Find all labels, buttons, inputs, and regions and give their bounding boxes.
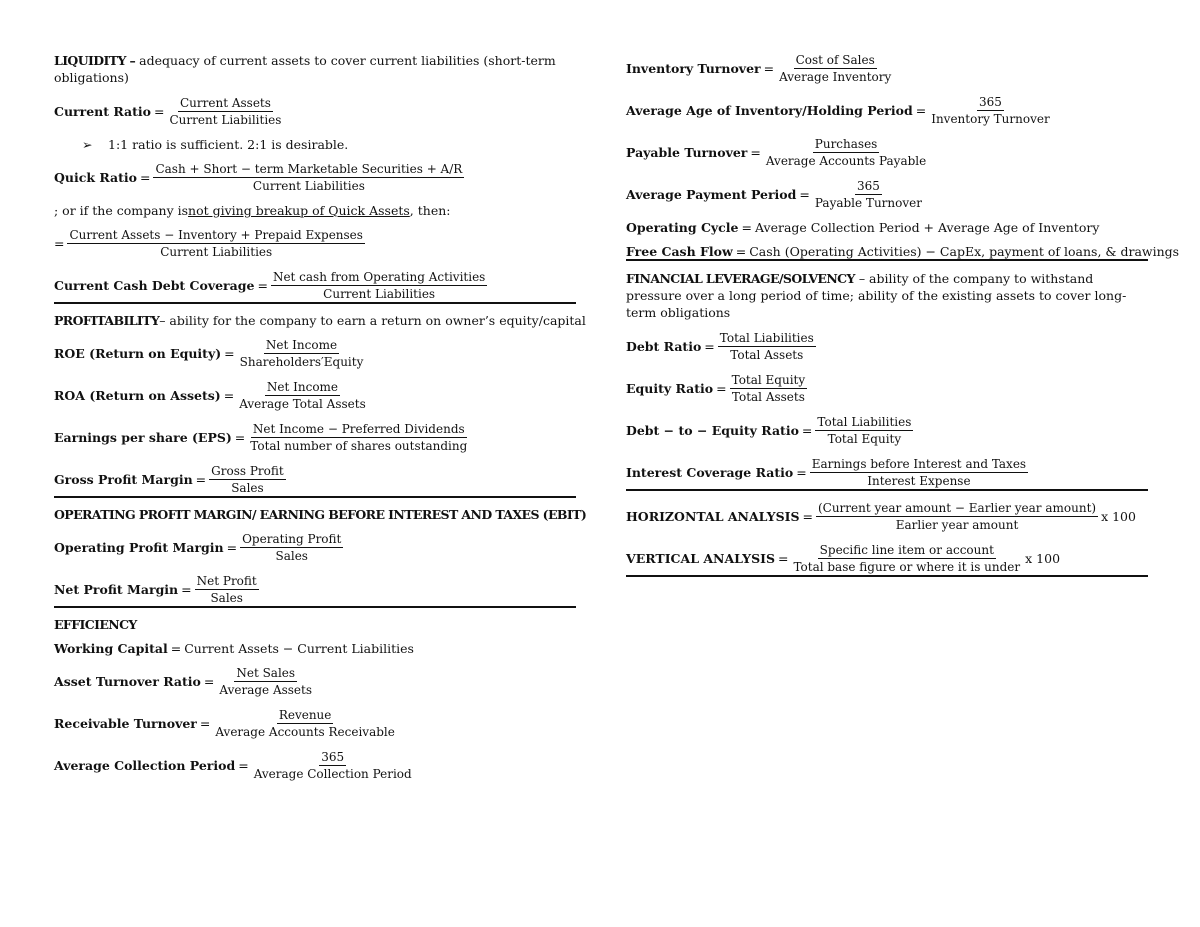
numerator: Total Liabilities [817, 415, 912, 429]
equals-sign: = [139, 170, 151, 185]
denominator: Payable Turnover [814, 196, 922, 210]
working-capital-formula [54, 641, 576, 656]
formula-label: Current Cash Debt Coverage [54, 278, 255, 293]
fraction [777, 52, 893, 85]
denominator: Average Inventory [779, 70, 892, 84]
alternate-quick-ratio-formula [54, 227, 576, 260]
equals-sign: = [799, 187, 810, 202]
numerator: Specific line item or account [819, 543, 994, 557]
equals-sign: = [238, 758, 249, 773]
formula-expression: Current Assets − Current Liabilities [184, 641, 414, 656]
formula-label: Receivable Turnover [54, 716, 197, 731]
numerator: Net Profit [196, 574, 257, 588]
formula-label: VERTICAL ANALYSIS [626, 551, 775, 566]
efficiency-heading: EFFICIENCY [54, 617, 137, 632]
formula-label: Earnings per share (EPS) [54, 430, 232, 445]
equals-sign: = [257, 278, 268, 293]
fraction [730, 372, 808, 405]
average-age-inventory-formula [626, 94, 1148, 127]
formula-label: Equity Ratio [626, 381, 714, 396]
numerator: (Current year amount − Earlier year amount) [817, 501, 1097, 515]
denominator: Sales [275, 549, 308, 563]
fraction [240, 531, 343, 564]
formula-label: Current Ratio [54, 104, 152, 119]
numerator: Net Income [266, 380, 339, 394]
fraction [209, 463, 286, 496]
liquidity-intro [54, 52, 576, 86]
interest-coverage-formula [626, 456, 1148, 491]
leverage-intro [626, 270, 1148, 321]
numerator: Revenue [278, 708, 332, 722]
formula-label: Payable Turnover [626, 145, 748, 160]
numerator: Net cash from Operating Activities [272, 270, 486, 284]
numerator: Total Liabilities [719, 331, 814, 345]
denominator: Average Accounts Payable [765, 154, 927, 168]
numerator: Cash + Short − term Marketable Securities + A/R [155, 162, 463, 176]
operating-cycle-formula [626, 220, 1148, 235]
note-underlined: not giving breakup of Quick Assets [188, 203, 410, 218]
fraction [213, 707, 396, 740]
equals-sign: = [777, 551, 789, 566]
eps-formula [54, 421, 576, 454]
formula-label: ROA (Return on Assets) [54, 388, 221, 403]
numerator: Net Income [265, 338, 338, 352]
profitability-heading: PROFITABILITY [54, 313, 160, 328]
fraction [217, 665, 314, 698]
bullet-text: 1:1 ratio is sufficient. 2:1 is desirable. [108, 137, 349, 152]
formula-label: Debt − to − Equity Ratio [626, 423, 799, 438]
fraction [764, 136, 928, 169]
numerator: Earnings before Interest and Taxes [811, 457, 1027, 471]
fraction [791, 542, 1022, 575]
equals-sign: = [203, 674, 215, 689]
denominator: Total Equity [827, 432, 902, 446]
equals-sign: = [801, 423, 813, 438]
note-post: , then: [409, 203, 451, 218]
quick-assets-note [54, 203, 576, 218]
profitability-intro [54, 313, 586, 328]
equals-sign: = [915, 103, 927, 118]
denominator: Average Assets [219, 683, 313, 697]
denominator: Current Liabilities [323, 287, 436, 301]
equals-sign: = [704, 339, 715, 354]
numerator: Current Assets − Inventory + Prepaid Expenses [69, 228, 363, 242]
denominator: Average Collection Period [253, 767, 412, 781]
denominator: Interest Expense [867, 474, 971, 488]
fraction [238, 337, 366, 370]
numerator: Gross Profit [211, 464, 284, 478]
formula-label: Inventory Turnover [626, 61, 761, 76]
formula-expression: Average Collection Period + Average Age of Inventory [754, 220, 1100, 235]
numerator: Total Equity [731, 373, 806, 387]
equals-sign: = [234, 430, 246, 445]
leverage-description: – ability of the company to withstand pressure over a long period of time; ability of the existing assets to cover long-term obligations [626, 271, 1127, 320]
formula-label: Debt Ratio [626, 339, 702, 354]
right-column [626, 52, 1180, 586]
equals-sign: = [750, 145, 761, 160]
equals-sign: = [802, 509, 813, 524]
formula-label: Net Profit Margin [54, 582, 179, 597]
multiplier: x 100 [1025, 551, 1061, 566]
note-pre: ; or if the company is [54, 203, 189, 218]
formula-label: Operating Cycle [626, 220, 739, 235]
free-cash-flow-formula [626, 244, 1180, 261]
average-payment-period-formula [626, 178, 1148, 211]
fraction [153, 161, 464, 194]
formula-label: Working Capital [54, 641, 168, 656]
fraction [815, 414, 913, 447]
numerator: 365 [856, 179, 880, 193]
equals-sign: = [195, 472, 207, 487]
formula-label: Free Cash Flow [626, 244, 733, 259]
roa-formula [54, 379, 576, 412]
denominator: Average Accounts Receivable [215, 725, 395, 739]
operating-heading-row [54, 507, 587, 522]
numerator: Current Assets [180, 96, 271, 110]
denominator: Sales [210, 591, 243, 605]
denominator: Average Total Assets [239, 397, 366, 411]
gross-profit-margin-formula [54, 463, 576, 498]
equals-sign: = [54, 236, 65, 251]
fraction [718, 330, 816, 363]
denominator: Total number of shares outstanding [250, 439, 468, 453]
liquidity-heading: LIQUIDITY – [54, 53, 136, 68]
efficiency-heading-row [54, 617, 576, 632]
denominator: Total base figure or where it is under [793, 560, 1021, 574]
formula-label: Average Collection Period [54, 758, 236, 773]
equals-sign: = [735, 244, 747, 259]
net-profit-margin-formula [54, 573, 576, 608]
debt-to-equity-formula [626, 414, 1148, 447]
denominator: Sales [231, 481, 264, 495]
formula-label: Average Age of Inventory/Holding Period [626, 103, 913, 118]
fraction [252, 749, 414, 782]
formula-label: Interest Coverage Ratio [626, 465, 794, 480]
payable-turnover-formula [626, 136, 1148, 169]
numerator: 365 [321, 750, 345, 764]
fraction [810, 456, 1028, 489]
fraction [813, 178, 924, 211]
horizontal-analysis-formula [626, 500, 1148, 533]
equals-sign: = [226, 540, 238, 555]
numerator: Purchases [814, 137, 878, 151]
current-ratio-formula [54, 95, 576, 128]
equals-sign: = [199, 716, 211, 731]
formula-label: Quick Ratio [54, 170, 137, 185]
debt-ratio-formula [626, 330, 1148, 363]
vertical-analysis-formula [626, 542, 1148, 577]
numerator: Net Income − Preferred Dividends [252, 422, 465, 436]
operating-heading: OPERATING PROFIT MARGIN/ EARNING BEFORE INTEREST AND TAXES (EBIT) [54, 507, 587, 522]
equals-sign: = [154, 104, 165, 119]
denominator: Total Assets [731, 390, 805, 404]
formula-label: ROE (Return on Equity) [54, 346, 222, 361]
profitability-description: – ability for the company to earn a return on owner’s equity/capital [159, 313, 586, 328]
numerator: Net Sales [236, 666, 296, 680]
formula-label: Gross Profit Margin [54, 472, 193, 487]
fraction [271, 269, 487, 302]
receivable-turnover-formula [54, 707, 576, 740]
fraction [67, 227, 364, 260]
denominator: Current Liabilities [252, 179, 365, 193]
equals-sign: = [763, 61, 775, 76]
left-column [54, 52, 587, 791]
denominator: Total Assets [730, 348, 804, 362]
liquidity-description: adequacy of current assets to cover current liabilities (short-term obligations) [54, 53, 556, 85]
numerator: Operating Profit [242, 532, 342, 546]
equals-sign: = [181, 582, 192, 597]
numerator: Cost of Sales [795, 53, 875, 67]
roe-formula [54, 337, 576, 370]
denominator: Inventory Turnover [931, 112, 1050, 126]
inventory-turnover-formula [626, 52, 1148, 85]
multiplier: x 100 [1101, 509, 1136, 524]
equals-sign: = [741, 220, 752, 235]
operating-profit-margin-formula [54, 531, 576, 564]
equals-sign: = [796, 465, 807, 480]
fraction [929, 94, 1052, 127]
denominator: Current Liabilities [160, 245, 273, 259]
quick-ratio-formula [54, 161, 576, 194]
equity-ratio-formula [626, 372, 1148, 405]
formula-expression: Cash (Operating Activities) − CapEx, payment of loans, & drawings [749, 244, 1180, 259]
fraction [168, 95, 284, 128]
formula-label: HORIZONTAL ANALYSIS [626, 509, 800, 524]
equals-sign: = [223, 388, 235, 403]
denominator: Shareholders′Equity [239, 355, 364, 369]
cash-debt-coverage-formula [54, 269, 576, 304]
fraction [195, 573, 259, 606]
denominator: Current Liabilities [169, 113, 282, 127]
denominator: Earlier year amount [895, 518, 1019, 532]
ratio-note-bullet [54, 137, 576, 152]
formula-label: Asset Turnover Ratio [54, 674, 201, 689]
equals-sign: = [224, 346, 235, 361]
equals-sign: = [716, 381, 727, 396]
equals-sign: = [170, 641, 182, 656]
leverage-heading: FINANCIAL LEVERAGE/SOLVENCY [626, 271, 855, 286]
fraction [237, 379, 368, 412]
formula-label: Average Payment Period [626, 187, 797, 202]
formula-label: Operating Profit Margin [54, 540, 224, 555]
fraction [248, 421, 469, 454]
arrow-bullet-icon: ➢ [82, 137, 93, 152]
average-collection-period-formula [54, 749, 576, 782]
asset-turnover-formula [54, 665, 576, 698]
fraction [816, 500, 1098, 533]
numerator: 365 [979, 95, 1002, 109]
